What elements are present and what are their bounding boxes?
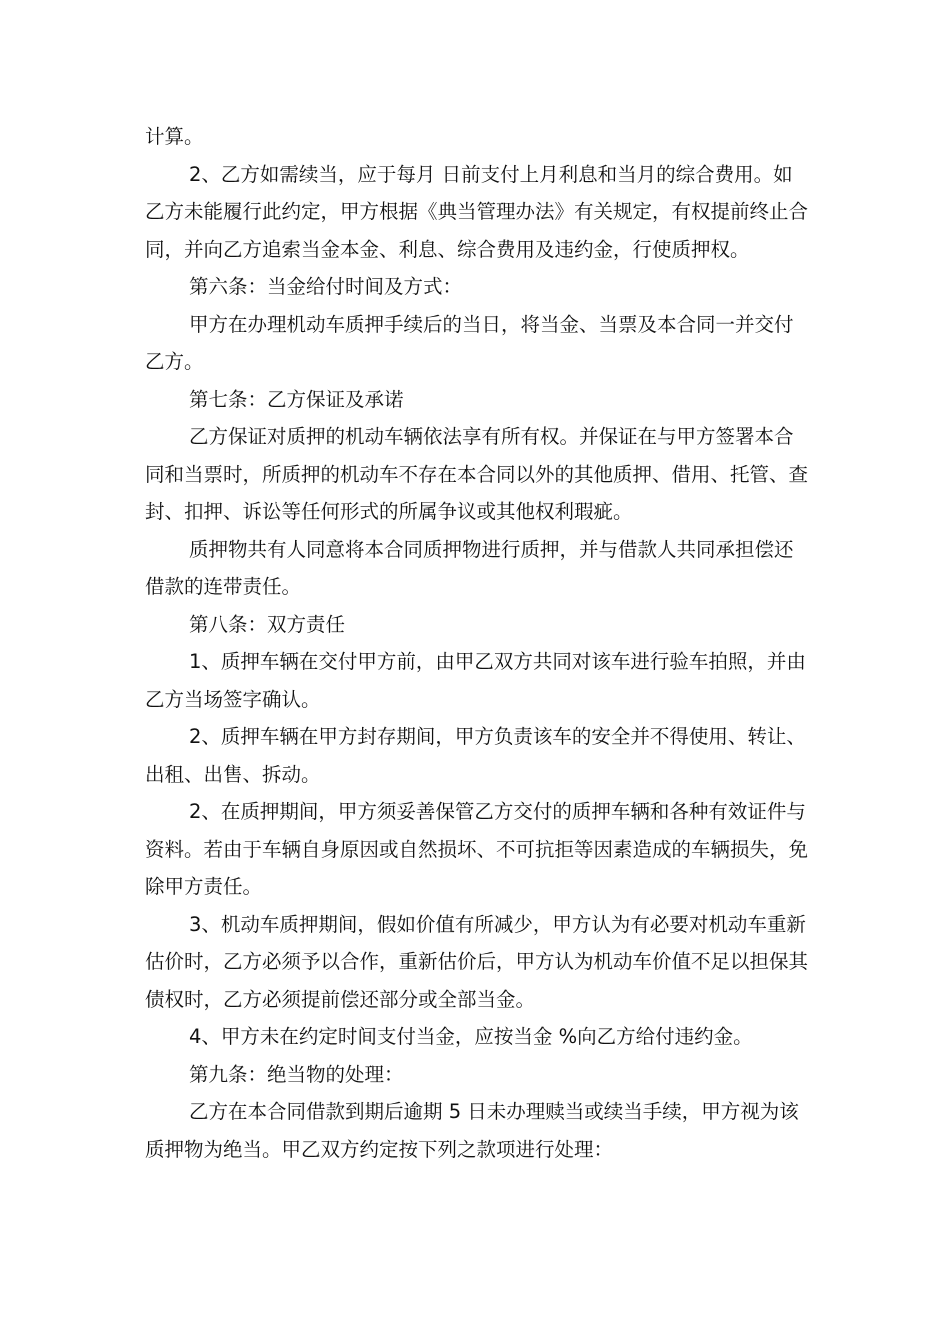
heading-article-9: 第九条：绝当物的处理： bbox=[189, 1062, 404, 1086]
paragraph-article-8-item-2b: 2、在质押期间，甲方须妥善保管乙方交付的质押车辆和各种有效证件与资料。若由于车辆自身原因或自然损坏、不可抗拒等因素造成的车辆损失，免除甲方责任。 bbox=[145, 800, 809, 898]
heading-article-8: 第八条：双方责任 bbox=[189, 612, 346, 636]
heading-article-7: 第七条：乙方保证及承诺 bbox=[189, 387, 404, 411]
paragraph-article-7-guarantee: 乙方保证对质押的机动车辆依法享有所有权。并保证在与甲方签署本合同和当票时，所质押的机动车不存在本合同以外的其他质押、借用、托管、查封、扣押、诉讼等任何形式的所属争议或其他权利瑕疵。 bbox=[145, 425, 809, 523]
paragraph-article-9: 乙方在本合同借款到期后逾期 5 日未办理赎当或续当手续，甲方视为该质押物为绝当。甲乙双方约定按下列之款项进行处理： bbox=[145, 1100, 799, 1161]
document-body bbox=[145, 118, 810, 1168]
paragraph-article-8-item-4: 4、甲方未在约定时间支付当金，应按当金 %向乙方给付违约金。 bbox=[189, 1025, 753, 1048]
heading-article-6: 第六条：当金给付时间及方式： bbox=[189, 275, 463, 298]
paragraph-article-8-item-3: 3、机动车质押期间，假如价值有所减少，甲方认为有必要对机动车重新估价时，乙方必须予以合作，重新估价后，甲方认为机动车价值不足以担保其债权时，乙方必须提前偿还部分或全部当金。 bbox=[145, 912, 809, 1011]
paragraph-article-8-item-1: 1、质押车辆在交付甲方前，由甲乙双方共同对该车进行验车拍照，并由乙方当场签字确认。 bbox=[145, 650, 806, 711]
paragraph-article-6: 甲方在办理机动车质押手续后的当日，将当金、当票及本合同一并交付乙方。 bbox=[145, 312, 794, 373]
paragraph-calc: 计算。 bbox=[145, 125, 204, 148]
paragraph-article-7-co-owner: 质押物共有人同意将本合同质押物进行质押，并与借款人共同承担偿还借款的连带责任。 bbox=[145, 537, 794, 598]
paragraph-renewal: 2、乙方如需续当，应于每月 日前支付上月利息和当月的综合费用。如乙方未能履行此约定，甲方根据《典当管理办法》有关规定，有权提前终止合同，并向乙方追索当金本金、利息、综合费用及违约金，行使质押权。 bbox=[145, 162, 809, 261]
paragraph-article-8-item-2a: 2、质押车辆在甲方封存期间，甲方负责该车的安全并不得使用、转让、出租、出售、拆动。 bbox=[145, 725, 806, 786]
